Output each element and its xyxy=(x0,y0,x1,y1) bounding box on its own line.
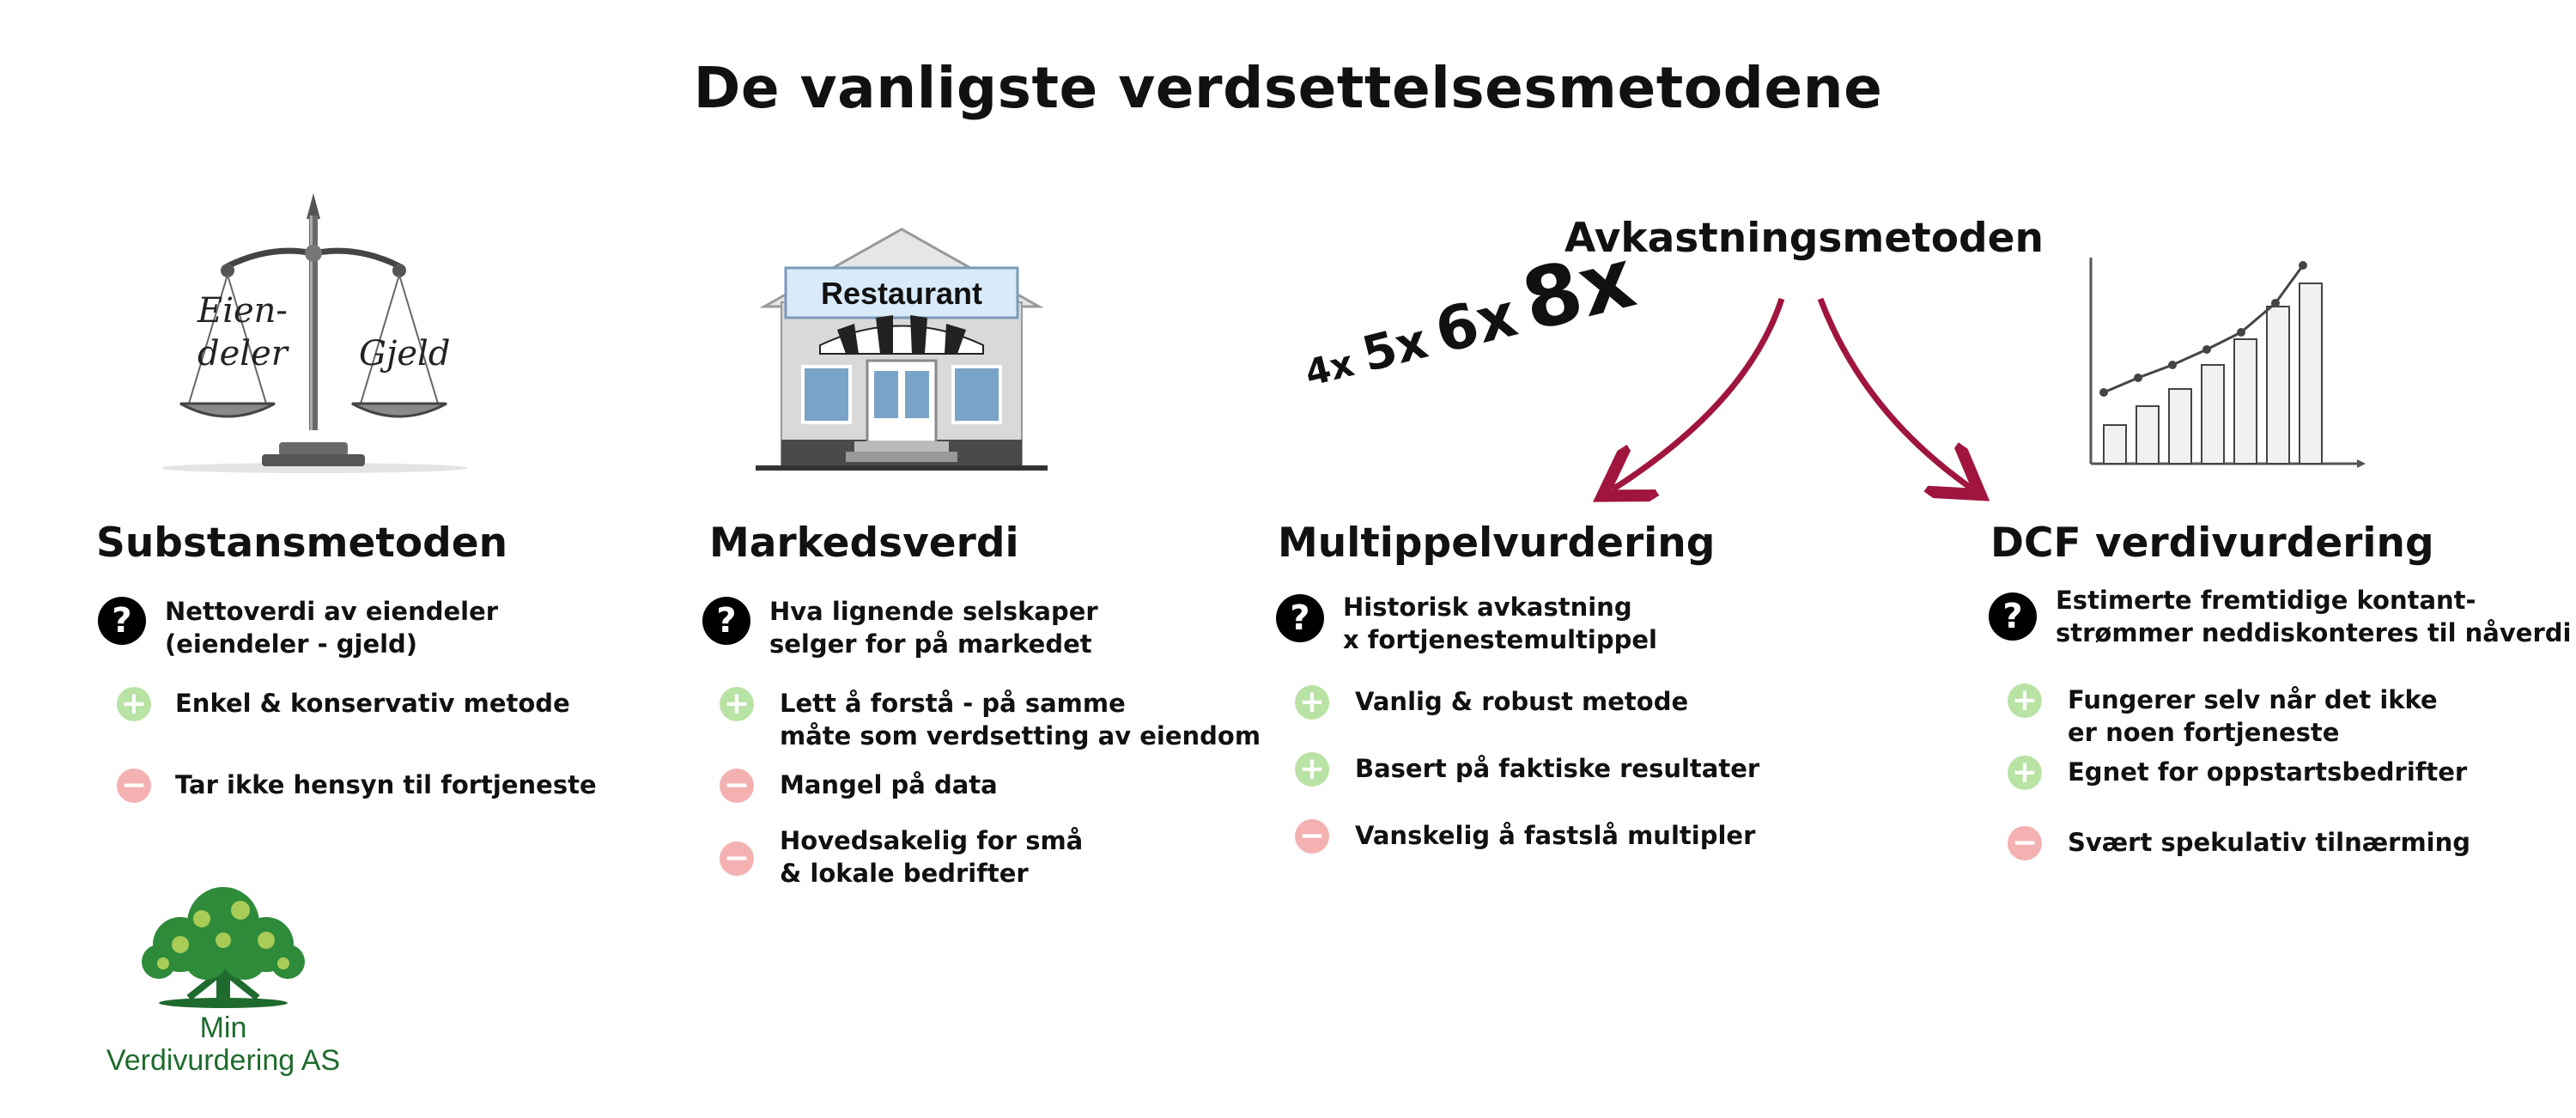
con-item xyxy=(1295,819,1755,854)
question-icon: ? xyxy=(98,597,146,645)
pro-text: Enkel & konservativ metode xyxy=(175,689,570,718)
logo-text-line1: Min xyxy=(199,1012,247,1044)
method-title-dcf: DCF verdivurdering xyxy=(1990,520,2434,567)
pro-text: Lett å forstå - på samme måte som verdsetting av eiendom xyxy=(780,689,1261,750)
con-text: Mangel på data xyxy=(780,770,998,799)
method-description: Estimerte fremtidige kontant- strømmer neddiskonteres til nåverdi xyxy=(2056,586,2572,647)
question-icon: ? xyxy=(702,597,750,645)
con-item xyxy=(117,769,597,803)
minus-icon: − xyxy=(720,842,754,876)
con-text: Tar ikke hensyn til fortjeneste xyxy=(175,770,597,799)
method-description: Nettoverdi av eiendeler (eiendeler - gjeld) xyxy=(165,597,499,659)
pro-item xyxy=(1295,752,1759,787)
pro-item xyxy=(2008,756,2467,790)
plus-icon: + xyxy=(2008,756,2042,790)
question-icon: ? xyxy=(1276,594,1324,642)
con-item xyxy=(2008,826,2470,860)
arrow-to-multippel xyxy=(1613,299,1782,489)
question-icon: ? xyxy=(1989,592,2037,641)
logo-text-line2: Verdivurdering AS xyxy=(106,1044,341,1077)
method-description: Hva lignende selskaper selger for på markedet xyxy=(769,597,1098,659)
multiple-label: 8x xyxy=(1513,229,1644,350)
minus-icon: − xyxy=(117,769,151,803)
method-title-substans: Substansmetoden xyxy=(96,520,508,567)
plus-icon: + xyxy=(117,687,151,721)
con-text: Vanskelig å fastslå multipler xyxy=(1355,821,1756,850)
avkastning-heading: Avkastningsmetoden xyxy=(1564,215,2044,262)
scale-label-left-line1: Eien- xyxy=(197,291,288,331)
arrow-to-dcf xyxy=(1820,299,1971,488)
method-title-multippel: Multippelvurdering xyxy=(1278,520,1716,567)
balance-scale-illustration xyxy=(163,185,507,477)
method-title-markedsverdi: Markedsverdi xyxy=(709,520,1019,567)
con-text: Hovedsakelig for små & lokale bedrifter xyxy=(780,826,1084,888)
plus-icon: + xyxy=(1295,685,1329,720)
growth-chart-illustration xyxy=(2078,253,2370,472)
pro-text: Egnet for oppstartsbedrifter xyxy=(2068,757,2468,787)
multiple-label: 4x xyxy=(1301,342,1358,395)
pro-text: Vanlig & robust metode xyxy=(1355,687,1689,716)
pro-text: Fungerer selv når det ikke er noen fortjeneste xyxy=(2068,685,2438,747)
plus-icon: + xyxy=(720,687,754,721)
arrows-graphic xyxy=(1589,283,2001,515)
scale-label-right: Gjeld xyxy=(359,334,451,374)
method-description-row xyxy=(702,597,1098,660)
pro-item xyxy=(720,687,1261,752)
plus-icon: + xyxy=(1295,752,1329,787)
minus-icon: − xyxy=(2008,826,2042,860)
restaurant-sign-text: Restaurant xyxy=(820,276,983,311)
con-item xyxy=(720,824,1083,890)
tree-logo-icon xyxy=(129,884,318,1013)
method-description: Historisk avkastning x fortjenestemultippel xyxy=(1343,592,1657,654)
plus-icon: + xyxy=(2008,684,2042,718)
pro-item xyxy=(117,687,570,721)
method-description-row xyxy=(1989,586,2572,649)
method-description-row xyxy=(98,597,498,660)
con-item xyxy=(720,769,998,803)
restaurant-illustration xyxy=(756,225,1048,478)
pro-text: Basert på faktiske resultater xyxy=(1355,754,1760,783)
scale-label-left-line2: deler xyxy=(197,334,288,374)
pro-item xyxy=(2008,684,2438,749)
multiple-label: 6x xyxy=(1428,279,1524,368)
minus-icon: − xyxy=(1295,819,1329,854)
page-title: De vanligste verdsettelsesmetodene xyxy=(693,55,1883,121)
multiple-label: 5x xyxy=(1357,313,1433,384)
con-text: Svært spekulativ tilnærming xyxy=(2068,828,2471,857)
method-description-row xyxy=(1276,594,1657,656)
minus-icon: − xyxy=(720,769,754,803)
pro-item xyxy=(1295,685,1688,720)
